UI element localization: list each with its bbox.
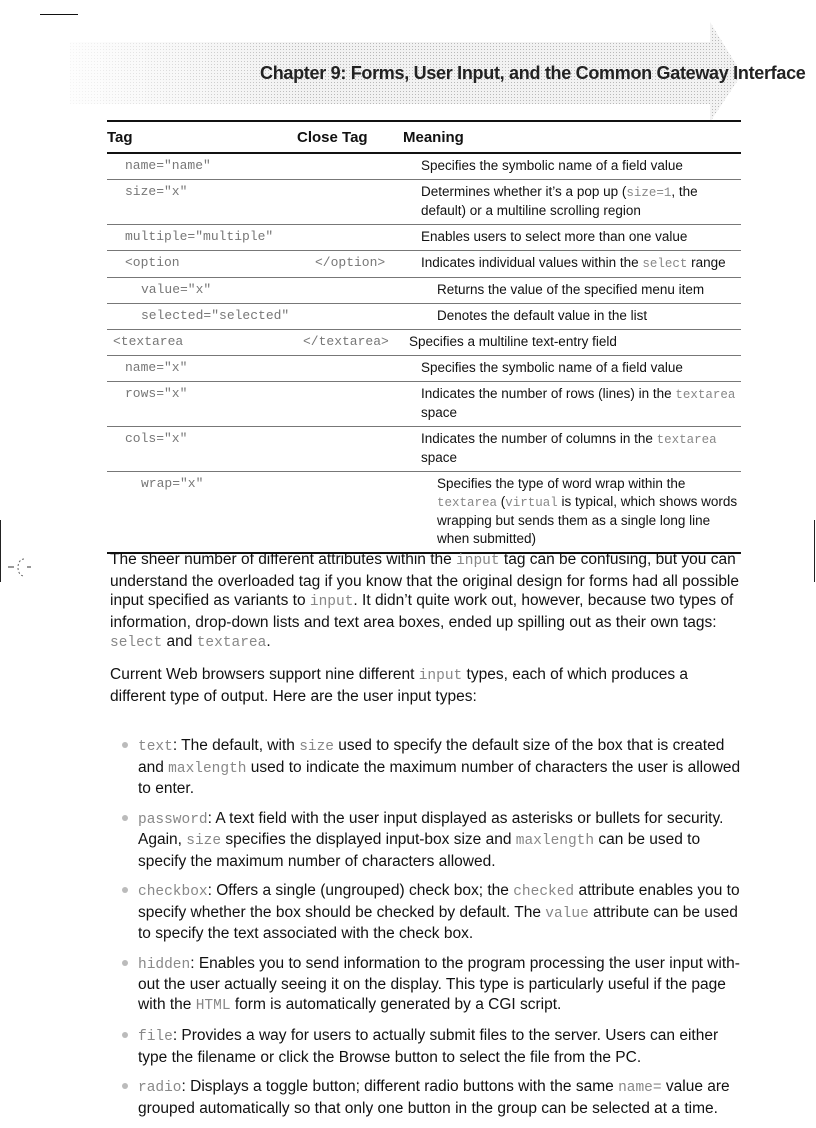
text-run: used to specify the default size of the box that is created and bbox=[138, 737, 725, 776]
bullet-icon bbox=[122, 815, 128, 821]
inline-code: text bbox=[138, 739, 173, 755]
table-row bbox=[107, 180, 741, 225]
bullet-icon bbox=[122, 1083, 128, 1089]
meaning-cell bbox=[421, 385, 741, 422]
text-run: Current Web browsers support nine different bbox=[110, 666, 419, 683]
table-body bbox=[107, 154, 741, 554]
text-run: Returns the value of the specified menu item bbox=[437, 282, 705, 297]
table-row bbox=[107, 251, 741, 278]
list-item bbox=[110, 736, 750, 799]
text-run: : Displays a toggle button; different radio buttons with the same bbox=[181, 1078, 619, 1095]
text-run: : Offers a single (ungrouped) check box; the bbox=[207, 882, 514, 899]
text-run: Enables users to select more than one value bbox=[421, 229, 688, 244]
paragraph-2 bbox=[110, 665, 745, 706]
text-run: attribute enables you to specify whether the box should be checked by default. The bbox=[138, 882, 740, 921]
text-run: : Provides a way for users to actually submit files to the server. Users can either type the filename or click the Browse button to select the file from the PC. bbox=[138, 1027, 719, 1066]
text-run: Specifies the symbolic name of a field value bbox=[421, 158, 683, 173]
meaning-cell bbox=[421, 254, 741, 273]
margin-rule-left bbox=[0, 520, 1, 582]
list-item bbox=[110, 881, 750, 944]
tag-cell: multiple="multiple" bbox=[125, 229, 274, 244]
list-item bbox=[110, 954, 750, 1017]
text-run: Specifies a multiline text-entry field bbox=[409, 334, 617, 349]
text-run: tag can be confusing, but you can understand the overloaded tag if you know that the original design for forms had all possible input specified as variants to bbox=[110, 551, 739, 609]
table-header bbox=[107, 120, 741, 154]
table-row bbox=[107, 278, 741, 304]
text-run: attribute can be used to specify the text associated with the check box. bbox=[138, 903, 738, 942]
inline-code: checked bbox=[513, 884, 575, 900]
text-run: Indicates the number of rows (lines) in the bbox=[421, 386, 676, 401]
text-run: used to indicate the maximum number of characters the user is allowed to enter. bbox=[138, 758, 741, 797]
text-run: specifies the displayed input-box size and bbox=[221, 831, 516, 848]
text-run: space bbox=[421, 450, 458, 465]
inline-code: select bbox=[642, 257, 688, 271]
inline-code: value bbox=[545, 905, 589, 922]
column-header-meaning: Meaning bbox=[403, 128, 464, 146]
inline-code: virtual bbox=[505, 496, 558, 510]
tag-cell: cols="x" bbox=[125, 431, 188, 446]
inline-code: textarea bbox=[675, 388, 736, 402]
inline-code: name= bbox=[618, 1080, 662, 1096]
text-run: : Enables you to send information to the program processing the user input with-out the user actually seeing it on the display. This type is particularly useful if the page with the bbox=[138, 954, 740, 1013]
inline-code: password bbox=[138, 811, 208, 828]
input-types-list bbox=[110, 736, 750, 1128]
text-run: , the default) or a multiline scrolling region bbox=[421, 184, 698, 218]
inline-code: size=1 bbox=[626, 186, 672, 200]
text-run: . It didn’t quite work out, however, because two types of information, drop-down lists and text area boxes, ended up spilling out as their own tags: bbox=[110, 592, 734, 631]
text-run: value are grouped automatically so that only one button in the group can be selected at a time. bbox=[138, 1078, 730, 1117]
tag-cell: name="name" bbox=[125, 158, 211, 173]
inline-code: HTML bbox=[195, 997, 231, 1014]
inline-code: checkbox bbox=[138, 884, 208, 900]
table-row bbox=[107, 225, 741, 251]
text-run: . bbox=[266, 633, 271, 650]
text-run: Determines whether it’s a pop up ( bbox=[421, 184, 627, 199]
text-run: types, each of which produces a different type of output. Here are the user input types: bbox=[110, 666, 688, 705]
text-run: : The default, with bbox=[172, 737, 300, 754]
tag-cell: selected="selected" bbox=[141, 308, 290, 323]
margin-rule-right bbox=[814, 520, 815, 582]
meaning-cell bbox=[437, 475, 741, 548]
tag-cell: size="x" bbox=[125, 184, 188, 199]
inline-code: input bbox=[456, 553, 500, 569]
close-tag-cell: </textarea> bbox=[303, 334, 389, 349]
text-run: Specifies the type of word wrap within the bbox=[437, 476, 686, 491]
chapter-title: Chapter 9: Forms, User Input, and the Common Gateway Interface bbox=[260, 63, 806, 83]
tag-cell: rows="x" bbox=[125, 386, 188, 401]
inline-code: input bbox=[309, 594, 354, 610]
text-run: The sheer number of different attributes within the bbox=[110, 551, 457, 568]
text-run: ( bbox=[497, 494, 506, 509]
column-header-close-tag: Close Tag bbox=[297, 128, 368, 146]
inline-code: maxlength bbox=[515, 833, 595, 849]
attribute-table bbox=[107, 120, 741, 554]
meaning-cell bbox=[421, 183, 741, 220]
text-run: form is automatically generated by a CGI script. bbox=[230, 995, 562, 1013]
bullet-icon bbox=[122, 742, 128, 748]
text-run: Indicates the number of columns in the bbox=[421, 431, 657, 446]
column-header-tag: Tag bbox=[107, 128, 133, 146]
bullet-icon bbox=[122, 887, 128, 893]
meaning-cell bbox=[409, 333, 741, 351]
text-run: Denotes the default value in the list bbox=[437, 308, 648, 323]
meaning-cell bbox=[421, 157, 741, 175]
inline-code: textarea bbox=[656, 433, 717, 447]
bullet-icon bbox=[122, 1032, 128, 1038]
paragraph-1 bbox=[110, 550, 745, 654]
inline-code: size bbox=[299, 739, 334, 755]
table-row bbox=[107, 304, 741, 330]
meaning-cell bbox=[421, 430, 741, 467]
inline-code: textarea bbox=[196, 635, 267, 651]
inline-code: file bbox=[138, 1029, 173, 1045]
bullet-icon bbox=[122, 960, 128, 966]
margin-ornament-icon bbox=[6, 556, 32, 582]
table-row bbox=[107, 427, 741, 472]
table-row bbox=[107, 356, 741, 382]
tag-cell: <textarea bbox=[113, 334, 184, 349]
inline-code: size bbox=[186, 833, 222, 849]
meaning-cell bbox=[421, 359, 741, 377]
text-run: Indicates individual values within the bbox=[421, 255, 643, 270]
tag-cell: value="x" bbox=[141, 282, 212, 297]
tag-cell: <option bbox=[125, 255, 180, 270]
list-item bbox=[110, 1026, 750, 1067]
inline-code: maxlength bbox=[168, 760, 247, 777]
meaning-cell bbox=[421, 228, 741, 246]
table-row bbox=[107, 330, 741, 356]
close-tag-cell: </option> bbox=[315, 255, 386, 270]
text-run: is typical, which shows words wrapping but sends them as a single long line when submitted) bbox=[437, 494, 738, 546]
inline-code: input bbox=[418, 668, 463, 684]
meaning-cell bbox=[437, 281, 741, 299]
text-run: and bbox=[162, 633, 197, 650]
text-run: range bbox=[687, 255, 726, 270]
table-row bbox=[107, 382, 741, 427]
inline-code: select bbox=[110, 635, 163, 651]
inline-code: radio bbox=[138, 1080, 182, 1096]
text-run: space bbox=[421, 405, 458, 420]
text-run: : A text field with the user input displayed as asterisks or bullets for security. Again, bbox=[138, 809, 724, 848]
table-row bbox=[107, 154, 741, 180]
list-item bbox=[110, 1077, 750, 1118]
list-item bbox=[110, 809, 750, 872]
page-corner-rule bbox=[40, 14, 78, 15]
inline-code: hidden bbox=[138, 956, 191, 973]
inline-code: textarea bbox=[437, 496, 498, 510]
meaning-cell bbox=[437, 307, 741, 325]
tag-cell: wrap="x" bbox=[141, 476, 204, 491]
text-run: can be used to specify the maximum number of characters allowed. bbox=[138, 831, 701, 870]
text-run: Specifies the symbolic name of a field value bbox=[421, 360, 683, 375]
tag-cell: name="x" bbox=[125, 360, 188, 375]
table-row bbox=[107, 472, 741, 554]
